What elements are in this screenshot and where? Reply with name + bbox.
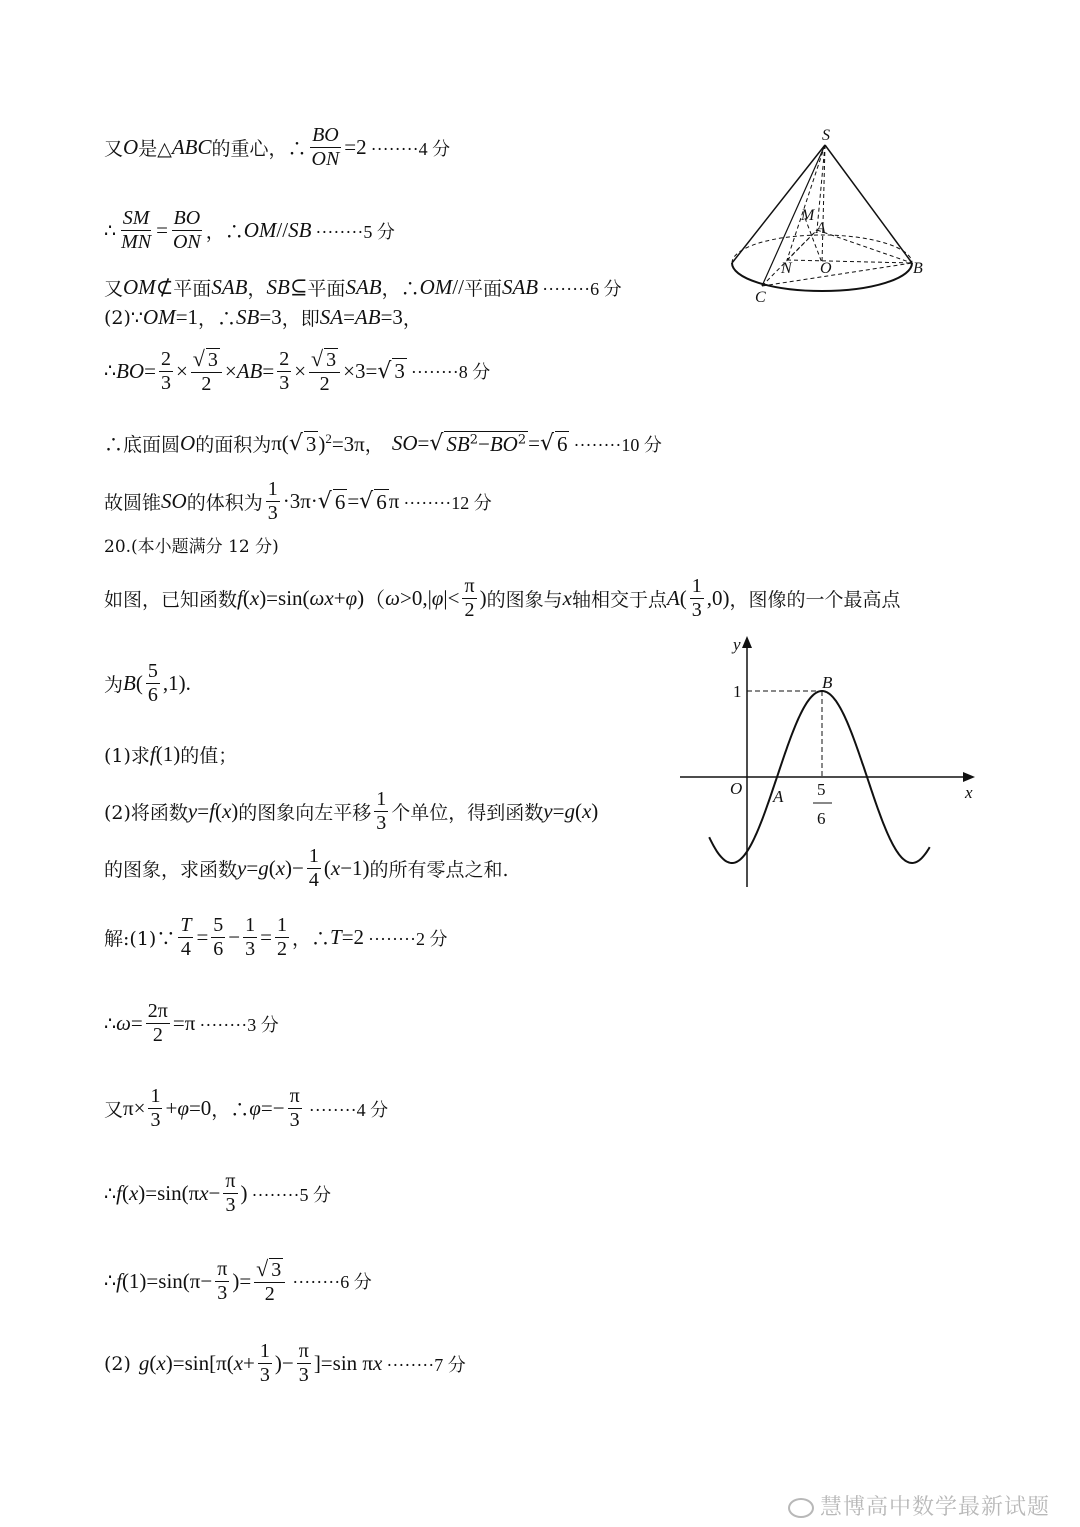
line-bo: ∴ BO = $\frac{2}{3}$ × $\frac{√ 3}{2}$ × AB = $\frac{2}{3}$ × $\frac{√ 3}{2}$ ×3= √ 3 ········8 分 <box>104 346 491 395</box>
line-centroid: 又 O 是△ ABC 的重心，∴ $\frac{BO}{ON}$ =2 ········4 分 <box>104 124 451 170</box>
line-plane: 又 OM ⊄ 平面 SAB ， SB ⊆ 平面 SAB ，∴ OM // 平面 SAB ········6 分 <box>104 275 622 300</box>
solution-f1: ∴ f (1)=sin(π− $\frac{\pi}{3}$ )= $\frac{√ 3}{2}$ ········6 分 <box>104 1256 372 1305</box>
line-parallel-sb: ∴ $\frac{SM}{MN}$ = $\frac{BO}{ON}$ ，∴ OM // SB ········5 分 <box>104 207 395 253</box>
score: ········2 分 <box>368 928 448 949</box>
text: 的重心，∴ <box>211 138 307 160</box>
label-o: O <box>820 260 832 277</box>
fraction: $\frac{BO}{ON}$ <box>311 124 340 170</box>
solution-1: 解:(1)∵ $\frac{T}{4}$ = $\frac{5}{6}$ − $\frac{1}{3}$ = $\frac{1}{2}$ ，∴ T =2 ········2 分 <box>104 914 448 960</box>
label-n: N <box>781 260 792 277</box>
score: ········12 分 <box>403 492 492 513</box>
question-part1: (1)求 f (1) 的值； <box>104 742 238 767</box>
tick-six: 6 <box>817 809 826 828</box>
score: ········3 分 <box>199 1014 279 1035</box>
score: ········10 分 <box>573 434 662 455</box>
sine-graph <box>675 632 980 892</box>
line-volume: 故圆锥 SO 的体积为 $\frac{1}{3}$ ·3π· √ 6 = √ 6 π ········12 分 <box>104 478 492 524</box>
question-text-2: 为 B ( $\frac{5}{6}$ ,1). <box>104 660 191 706</box>
tick-five: 5 <box>817 780 826 799</box>
label-m: M <box>801 207 815 224</box>
point-b-label: B <box>822 673 833 692</box>
question-text: 如图，已知函数 f ( x )=sin( ωx + φ ) （ ω >0,| φ |< $\frac{\pi}{2}$ ) 的图象与 x 轴相交于点 A ( $\frac{1}{3}$ ,0) ，图像的一个最高点 <box>104 575 901 621</box>
text: 又 <box>104 138 124 160</box>
line-area: ∴底面圆 O 的面积为 π( √ 3 )$^2$=3π ， SO = √ $SB^2-BO^2$ = √ 6 ········10 分 <box>104 430 662 456</box>
question-part2: (2)将函数 y = f ( x ) 的图象向左平移 $\frac{1}{3}$ 个单位，得到函数 y = g ( x ) <box>104 788 599 834</box>
point-a-label: A <box>773 787 784 806</box>
solution-omega: ∴ ω = $\frac{2\pi}{2}$ =π ········3 分 <box>104 1000 279 1046</box>
score: ········5 分 <box>251 1184 331 1205</box>
solution-phi: 又 π× $\frac{1}{3}$ + φ =0 ，∴ φ =− $\frac{\pi}{3}$ ········4 分 <box>104 1085 389 1131</box>
wechat-icon <box>788 1498 814 1518</box>
label-b: B <box>913 260 923 277</box>
label-a: A <box>816 220 826 237</box>
label-c: C <box>755 289 766 306</box>
solution-fx: ∴ f ( x )=sin(π x − $\frac{\pi}{3}$ ) ········5 分 <box>104 1170 331 1216</box>
score: ········8 分 <box>410 362 491 382</box>
score: ········5 分 <box>315 221 395 242</box>
score: ········6 分 <box>542 278 622 299</box>
score: ········7 分 <box>386 1354 466 1375</box>
line-part2: (2)∵ OM =1 ，∴ SB =3 ，即 SA = AB =3 ， <box>104 305 422 330</box>
watermark: 慧博高中数学最新试题 <box>788 1490 1050 1521</box>
tick-one: 1 <box>733 682 742 701</box>
score: ········6 分 <box>292 1272 372 1292</box>
axis-y-label: y <box>733 635 741 654</box>
label-s: S <box>822 127 830 144</box>
text: 是△ <box>138 138 172 160</box>
solution-gx: (2) g ( x )=sin[π( x + $\frac{1}{3}$ )− $\frac{\pi}{3}$ ]=sin π x ········7 分 <box>104 1340 466 1386</box>
axis-x-label: x <box>965 783 973 802</box>
question-part2-b: 的图象，求函数 y = g ( x )− $\frac{1}{4}$ ( x −1) 的所有零点之和. <box>104 845 509 891</box>
question-header: 20.(本小题满分 12 分) <box>104 537 279 557</box>
origin-label: O <box>730 779 743 798</box>
cone-figure <box>725 120 935 310</box>
score: ········4 分 <box>308 1099 389 1120</box>
score: ········4 分 <box>370 138 451 159</box>
